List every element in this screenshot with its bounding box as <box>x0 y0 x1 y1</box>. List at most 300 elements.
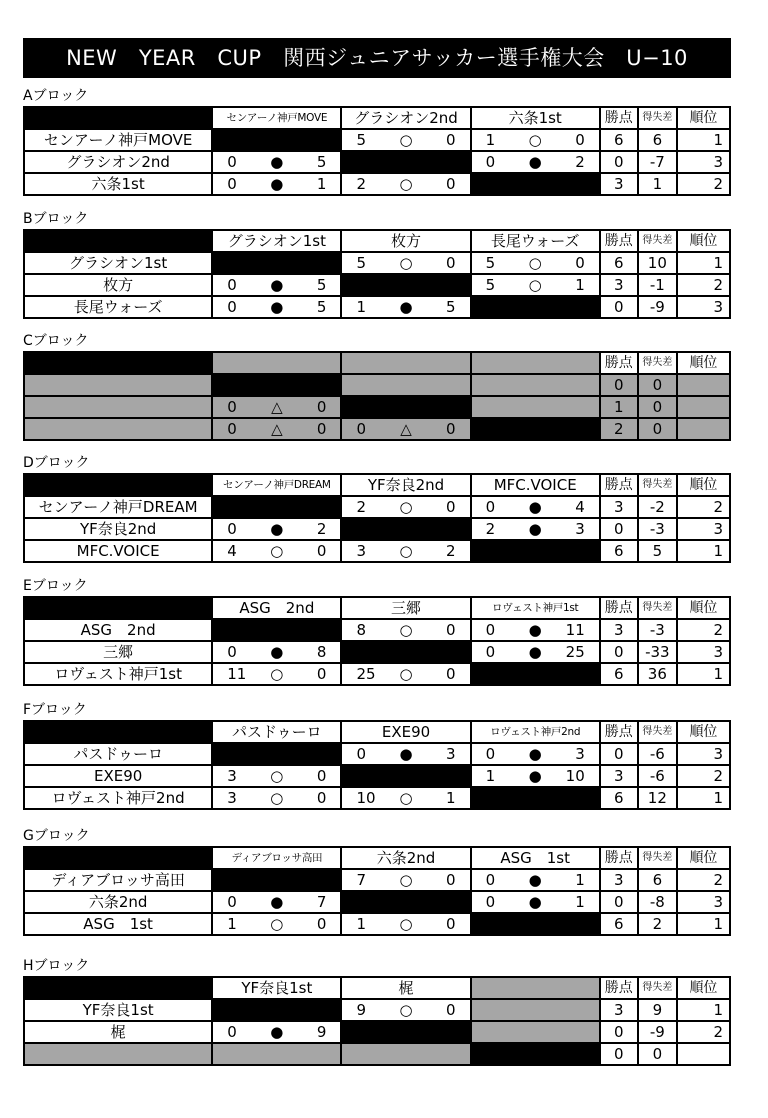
score-line <box>342 297 469 317</box>
goals-against: 1 <box>575 276 585 294</box>
match-result <box>471 274 600 296</box>
goals-against: 0 <box>316 420 327 438</box>
goals-for: 3 <box>227 789 237 807</box>
self-cell <box>471 173 600 195</box>
diff-value: -6 <box>638 743 677 765</box>
self-cell <box>471 787 600 809</box>
goals-for: 0 <box>485 621 496 639</box>
diff-value: -33 <box>638 641 677 663</box>
goals-for: 1 <box>356 298 366 316</box>
goals-against: 4 <box>575 498 585 516</box>
self-cell <box>471 296 600 318</box>
opponent-header: 三郷 <box>341 597 470 619</box>
opponent-header: 六条2nd <box>341 847 470 869</box>
table-row <box>24 891 730 913</box>
result-mark: ● <box>270 153 284 171</box>
goals-against: 0 <box>316 789 327 807</box>
standings-table <box>23 473 731 563</box>
score-line <box>342 419 469 439</box>
points-value: 3 <box>600 619 638 641</box>
result-mark: ● <box>528 643 542 661</box>
match-result <box>212 418 341 440</box>
goals-for: 0 <box>227 420 237 438</box>
goals-against: 7 <box>316 893 327 911</box>
score-line <box>472 620 599 640</box>
match-result <box>212 396 341 418</box>
goals-for: 2 <box>485 520 496 538</box>
goals-for: 1 <box>227 915 237 933</box>
match-result <box>471 396 600 418</box>
match-result <box>341 913 470 935</box>
block-label: Dブロック <box>23 455 90 471</box>
goals-against: 0 <box>446 1001 456 1019</box>
goals-for: 0 <box>227 643 237 661</box>
rank-header: 順位 <box>677 474 730 496</box>
result-mark: ● <box>528 621 542 639</box>
score-line <box>342 497 469 517</box>
result-mark: ○ <box>270 665 284 683</box>
goals-against: 0 <box>316 767 327 785</box>
opponent-header <box>341 352 470 374</box>
diff-value: 2 <box>638 913 677 935</box>
result-mark: △ <box>271 398 283 416</box>
score-line <box>213 541 340 561</box>
opponent-header <box>212 352 341 374</box>
corner-cell <box>24 721 212 743</box>
diff-value: -9 <box>638 296 677 318</box>
goals-for: 0 <box>227 175 237 193</box>
points-value: 0 <box>600 1043 638 1065</box>
match-result <box>212 787 341 809</box>
goals-against: 0 <box>446 915 456 933</box>
self-cell <box>212 619 341 641</box>
goals-for: 0 <box>227 398 237 416</box>
result-mark: ● <box>528 520 542 538</box>
goals-for: 0 <box>485 643 496 661</box>
opponent-header: グラシオン1st <box>212 230 341 252</box>
goals-for: 0 <box>485 498 496 516</box>
block-2 <box>23 211 733 319</box>
goals-for: 1 <box>356 915 366 933</box>
score-line <box>472 519 599 539</box>
goals-for: 3 <box>356 542 366 560</box>
opponent-header: ロヴェスト神戸2nd <box>471 721 600 743</box>
goals-for: 1 <box>485 131 496 149</box>
score-line <box>342 1000 469 1020</box>
points-value: 3 <box>600 173 638 195</box>
block-4 <box>23 455 733 563</box>
goals-for: 0 <box>227 520 237 538</box>
result-mark: ○ <box>399 175 413 193</box>
goals-against: 5 <box>316 276 327 294</box>
diff-header: 得失差 <box>638 847 677 869</box>
score-line <box>213 152 340 172</box>
points-value: 6 <box>600 252 638 274</box>
points-header: 勝点 <box>600 977 638 999</box>
table-row <box>24 765 730 787</box>
match-result <box>212 518 341 540</box>
score-line <box>213 519 340 539</box>
goals-against: 0 <box>446 254 456 272</box>
table-row <box>24 663 730 685</box>
match-result <box>471 765 600 787</box>
self-cell <box>212 252 341 274</box>
result-mark: ○ <box>528 254 542 272</box>
rank-value: 2 <box>677 274 730 296</box>
rank-value: 2 <box>677 619 730 641</box>
goals-against: 0 <box>446 665 456 683</box>
block-label: Hブロック <box>23 958 90 974</box>
goals-against: 3 <box>575 745 585 763</box>
match-result <box>212 274 341 296</box>
goals-against: 2 <box>316 520 327 538</box>
self-cell <box>212 743 341 765</box>
team-name: パスドゥーロ <box>24 743 212 765</box>
score-line <box>342 253 469 273</box>
result-mark: ● <box>528 767 542 785</box>
rank-value: 1 <box>677 999 730 1021</box>
team-name: グラシオン2nd <box>24 151 212 173</box>
table-row <box>24 540 730 562</box>
match-result <box>212 173 341 195</box>
diff-value: 6 <box>638 869 677 891</box>
points-value: 1 <box>600 396 638 418</box>
goals-against: 3 <box>575 520 585 538</box>
match-result <box>471 999 600 1021</box>
table-row <box>24 619 730 641</box>
opponent-header: グラシオン2nd <box>341 107 470 129</box>
diff-value: -2 <box>638 496 677 518</box>
table-row <box>24 129 730 151</box>
diff-header: 得失差 <box>638 107 677 129</box>
score-line <box>472 870 599 890</box>
header-row <box>24 230 730 252</box>
opponent-header: EXE90 <box>341 721 470 743</box>
goals-against: 0 <box>446 420 456 438</box>
score-line <box>213 788 340 808</box>
self-cell <box>341 518 470 540</box>
table-row <box>24 151 730 173</box>
result-mark: ○ <box>399 542 413 560</box>
score-line <box>213 664 340 684</box>
goals-against: 5 <box>316 153 327 171</box>
score-line <box>342 620 469 640</box>
table-row <box>24 999 730 1021</box>
match-result <box>341 619 470 641</box>
result-mark: ○ <box>399 915 413 933</box>
goals-for: 0 <box>485 153 496 171</box>
points-value: 0 <box>600 518 638 540</box>
match-result <box>212 1043 341 1065</box>
standings-table <box>23 351 731 441</box>
diff-value: 0 <box>638 418 677 440</box>
match-result <box>212 663 341 685</box>
header-row <box>24 977 730 999</box>
team-name: グラシオン1st <box>24 252 212 274</box>
diff-header: 得失差 <box>638 597 677 619</box>
opponent-header: 六条1st <box>471 107 600 129</box>
points-value: 6 <box>600 787 638 809</box>
block-6 <box>23 702 733 810</box>
rank-header: 順位 <box>677 352 730 374</box>
block-8 <box>23 958 733 1066</box>
rank-value <box>677 396 730 418</box>
score-line <box>342 541 469 561</box>
team-name: 長尾ウォーズ <box>24 296 212 318</box>
rank-value: 1 <box>677 913 730 935</box>
opponent-header <box>471 977 600 999</box>
goals-against: 1 <box>446 789 456 807</box>
goals-for: 5 <box>356 131 366 149</box>
score-line <box>213 419 340 439</box>
rank-value: 1 <box>677 129 730 151</box>
match-result <box>212 641 341 663</box>
points-header: 勝点 <box>600 597 638 619</box>
score-line <box>472 744 599 764</box>
goals-for: 0 <box>356 745 366 763</box>
header-row <box>24 847 730 869</box>
match-result <box>212 296 341 318</box>
points-header: 勝点 <box>600 721 638 743</box>
rank-value: 1 <box>677 252 730 274</box>
score-line <box>213 1022 340 1042</box>
points-value: 0 <box>600 891 638 913</box>
match-result <box>471 641 600 663</box>
goals-for: 5 <box>485 276 496 294</box>
result-mark: ○ <box>399 789 413 807</box>
score-line <box>213 642 340 662</box>
self-cell <box>212 496 341 518</box>
match-result <box>341 869 470 891</box>
diff-value: 6 <box>638 129 677 151</box>
team-name: 三郷 <box>24 641 212 663</box>
rank-value: 3 <box>677 743 730 765</box>
standings-table <box>23 106 731 196</box>
goals-against: 0 <box>316 398 327 416</box>
corner-cell <box>24 352 212 374</box>
opponent-header: パスドゥーロ <box>212 721 341 743</box>
score-line <box>342 914 469 934</box>
team-name: YF奈良1st <box>24 999 212 1021</box>
goals-for: 4 <box>227 542 237 560</box>
goals-for: 8 <box>356 621 366 639</box>
corner-cell <box>24 107 212 129</box>
rank-value: 2 <box>677 173 730 195</box>
diff-header: 得失差 <box>638 977 677 999</box>
diff-header: 得失差 <box>638 352 677 374</box>
result-mark: ● <box>528 893 542 911</box>
match-result <box>471 252 600 274</box>
match-result <box>471 129 600 151</box>
score-line <box>472 130 599 150</box>
result-mark: ● <box>399 745 413 763</box>
team-name: ASG 1st <box>24 913 212 935</box>
goals-against: 0 <box>446 175 456 193</box>
rank-header: 順位 <box>677 977 730 999</box>
standings-table <box>23 720 731 810</box>
goals-against: 2 <box>575 153 585 171</box>
opponent-header: ASG 2nd <box>212 597 341 619</box>
standings-table <box>23 596 731 686</box>
goals-against: 0 <box>446 131 456 149</box>
opponent-header: ディアブロッサ高田 <box>212 847 341 869</box>
team-name <box>24 418 212 440</box>
match-result <box>471 891 600 913</box>
result-mark: ○ <box>399 665 413 683</box>
goals-for: 25 <box>356 665 376 683</box>
goals-for: 0 <box>227 893 237 911</box>
team-name: 六条2nd <box>24 891 212 913</box>
team-name: ディアブロッサ高田 <box>24 869 212 891</box>
goals-against: 2 <box>446 542 456 560</box>
goals-against: 0 <box>316 542 327 560</box>
block-7 <box>23 828 733 936</box>
self-cell <box>471 418 600 440</box>
score-line <box>472 892 599 912</box>
result-mark: ○ <box>399 1001 413 1019</box>
result-mark: ● <box>270 1023 284 1041</box>
self-cell <box>471 663 600 685</box>
diff-value: -7 <box>638 151 677 173</box>
goals-against: 1 <box>575 893 585 911</box>
block-label: Gブロック <box>23 828 90 844</box>
result-mark: △ <box>400 420 412 438</box>
block-label: Fブロック <box>23 702 87 718</box>
rank-value: 1 <box>677 787 730 809</box>
corner-cell <box>24 977 212 999</box>
points-header: 勝点 <box>600 474 638 496</box>
rank-value: 2 <box>677 765 730 787</box>
rank-header: 順位 <box>677 847 730 869</box>
self-cell <box>471 913 600 935</box>
goals-for: 5 <box>485 254 496 272</box>
standings-table <box>23 229 731 319</box>
match-result <box>471 496 600 518</box>
diff-value: 0 <box>638 396 677 418</box>
goals-against: 9 <box>316 1023 327 1041</box>
opponent-header: 長尾ウォーズ <box>471 230 600 252</box>
opponent-header: センアーノ神戸DREAM <box>212 474 341 496</box>
diff-value: -3 <box>638 518 677 540</box>
rank-header: 順位 <box>677 230 730 252</box>
team-name: ロヴェスト神戸1st <box>24 663 212 685</box>
rank-value: 2 <box>677 869 730 891</box>
result-mark: ○ <box>399 498 413 516</box>
table-row <box>24 869 730 891</box>
result-mark: ● <box>399 298 413 316</box>
corner-cell <box>24 847 212 869</box>
table-row <box>24 743 730 765</box>
score-line <box>472 253 599 273</box>
diff-header: 得失差 <box>638 721 677 743</box>
table-row <box>24 496 730 518</box>
goals-for: 0 <box>485 893 496 911</box>
result-mark: ○ <box>399 621 413 639</box>
match-result <box>212 765 341 787</box>
points-value: 0 <box>600 151 638 173</box>
diff-header: 得失差 <box>638 230 677 252</box>
team-name: MFC.VOICE <box>24 540 212 562</box>
team-name: YF奈良2nd <box>24 518 212 540</box>
match-result <box>471 869 600 891</box>
match-result <box>471 151 600 173</box>
rank-value: 1 <box>677 540 730 562</box>
match-result <box>341 743 470 765</box>
team-name: 六条1st <box>24 173 212 195</box>
goals-against: 0 <box>316 665 327 683</box>
score-line <box>472 275 599 295</box>
goals-for: 0 <box>485 871 496 889</box>
team-name: センアーノ神戸DREAM <box>24 496 212 518</box>
diff-value: -3 <box>638 619 677 641</box>
self-cell <box>212 869 341 891</box>
rank-header: 順位 <box>677 721 730 743</box>
points-value: 3 <box>600 999 638 1021</box>
goals-against: 3 <box>446 745 456 763</box>
goals-against: 25 <box>565 643 585 661</box>
team-name: ASG 2nd <box>24 619 212 641</box>
self-cell <box>341 274 470 296</box>
block-5 <box>23 578 733 686</box>
points-value: 6 <box>600 540 638 562</box>
diff-value: 9 <box>638 999 677 1021</box>
rank-value: 2 <box>677 496 730 518</box>
team-name: 梶 <box>24 1021 212 1043</box>
match-result <box>212 1021 341 1043</box>
match-result <box>341 418 470 440</box>
match-result <box>341 787 470 809</box>
score-line <box>472 642 599 662</box>
corner-cell <box>24 230 212 252</box>
result-mark: ● <box>270 276 284 294</box>
result-mark: ○ <box>399 254 413 272</box>
goals-for: 11 <box>227 665 247 683</box>
diff-value: -9 <box>638 1021 677 1043</box>
rank-value: 3 <box>677 518 730 540</box>
score-line <box>213 275 340 295</box>
block-label: Aブロック <box>23 88 89 104</box>
score-line <box>342 788 469 808</box>
header-row <box>24 352 730 374</box>
rank-value: 3 <box>677 151 730 173</box>
standings-table <box>23 976 731 1066</box>
table-row <box>24 173 730 195</box>
opponent-header: 枚方 <box>341 230 470 252</box>
diff-value: -1 <box>638 274 677 296</box>
match-result <box>341 374 470 396</box>
match-result <box>341 296 470 318</box>
goals-for: 5 <box>356 254 366 272</box>
goals-for: 0 <box>356 420 366 438</box>
result-mark: ● <box>528 871 542 889</box>
diff-value: 5 <box>638 540 677 562</box>
match-result <box>341 252 470 274</box>
score-line <box>472 152 599 172</box>
goals-against: 0 <box>446 498 456 516</box>
score-line <box>213 892 340 912</box>
diff-header: 得失差 <box>638 474 677 496</box>
score-line <box>342 870 469 890</box>
match-result <box>212 151 341 173</box>
table-row <box>24 787 730 809</box>
opponent-header: ロヴェスト神戸1st <box>471 597 600 619</box>
self-cell <box>341 891 470 913</box>
match-result <box>341 173 470 195</box>
result-mark: ○ <box>528 276 542 294</box>
goals-for: 3 <box>227 767 237 785</box>
goals-against: 0 <box>316 915 327 933</box>
match-result <box>341 663 470 685</box>
